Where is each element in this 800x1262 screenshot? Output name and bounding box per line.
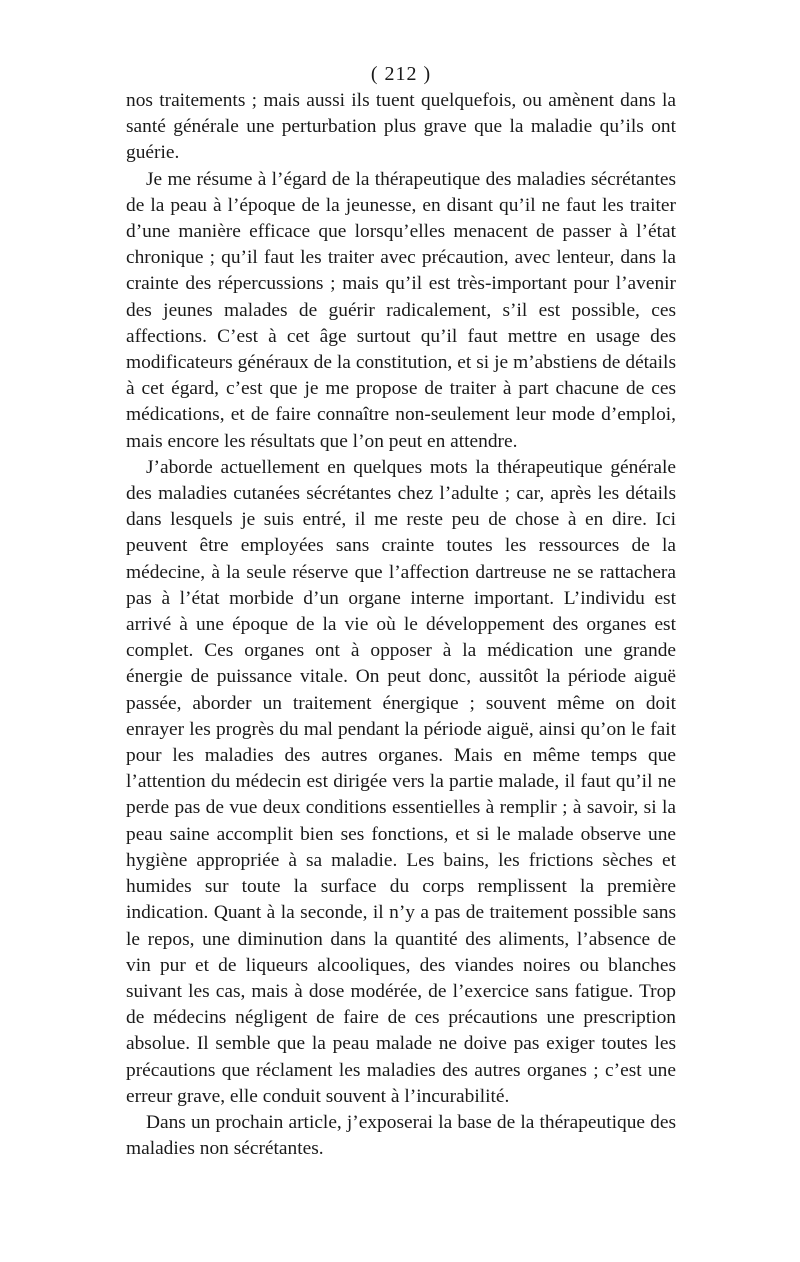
paragraph-next-article: Dans un prochain article, j’exposerai la base de la thérapeutique des maladies non sécrétantes. [126,1111,676,1160]
page-number: ( 212 ) [370,63,432,85]
paragraph-adult-therapy: J’aborde actuellement en quelques mots la thérapeutique générale des maladies cutanées sécrétantes chez l’adulte ; car, après les détails dans lesquels je suis entré, il me reste peu de chose à en dire. Ici peuvent être employées sans crainte toutes les ressources de la médecine, à la seule réserve que l’affection dartreuse ne se rattachera pas à l’état morbide d’un organe interne important. L’individu est arrivé à une époque de la vie où le développement des organes est complet. Ces organes ont à opposer à la médication une grande énergie de puissance vitale. On peut donc, aussitôt la période aiguë passée, aborder un traitement énergique ; souvent même on doit enrayer les progrès du mal pendant la période aiguë, ainsi qu’on le fait pour les maladies des autres organes. Mais en même temps que l’attention du médecin est dirigée vers la partie malade, il faut qu’il ne perde pas de vue deux conditions essentielles à remplir ; à savoir, si la peau saine accomplit bien ses fonctions, et si le malade observe une hygiène appropriée à sa maladie. Les bains, les frictions sèches et humides sur toute la surface du corps remplissent la première indication. Quant à la seconde, il n’y a pas de traitement possible sans le repos, une diminution dans la quantité des aliments, l’absence de vin pur et de liqueurs alcooliques, des viandes noires ou blanches suivant les cas, mais à dose modérée, de l’exercice sans fatigue. Trop de médecins négligent de faire de ces précautions une prescription absolue. Il semble que la peau malade ne doive pas exiger toutes les précautions que réclament les maladies des autres organes ; c’est une erreur grave, elle conduit souvent à l’incurabilité. [126,456,676,1107]
book-page [126,62,676,1162]
paragraph-continuation: nos traitements ; mais aussi ils tuent quelquefois, ou amènent dans la santé générale une perturbation plus grave que la maladie qu’ils ont guérie. [126,90,676,164]
paragraph-youth-therapy: Je me résume à l’égard de la thérapeutique des maladies sécrétantes de la peau à l’époque de la jeunesse, en disant qu’il ne faut les traiter d’une manière efficace que lorsqu’elles menacent de passer à l’état chronique ; qu’il faut les traiter avec précaution, avec lenteur, dans la crainte des répercussions ; mais qu’il est très-important pour l’avenir des jeunes malades de guérir radicalement, s’il est possible, ces affections. C’est à cet âge surtout qu’il faut mettre en usage des modificateurs généraux de la constitution, et si je m’abstiens de détails à cet égard, c’est que je me propose de traiter à part chacune de ces médications, et de faire connaître non-seulement leur mode d’emploi, mais encore les résultats que l’on peut en attendre. [126,168,676,452]
